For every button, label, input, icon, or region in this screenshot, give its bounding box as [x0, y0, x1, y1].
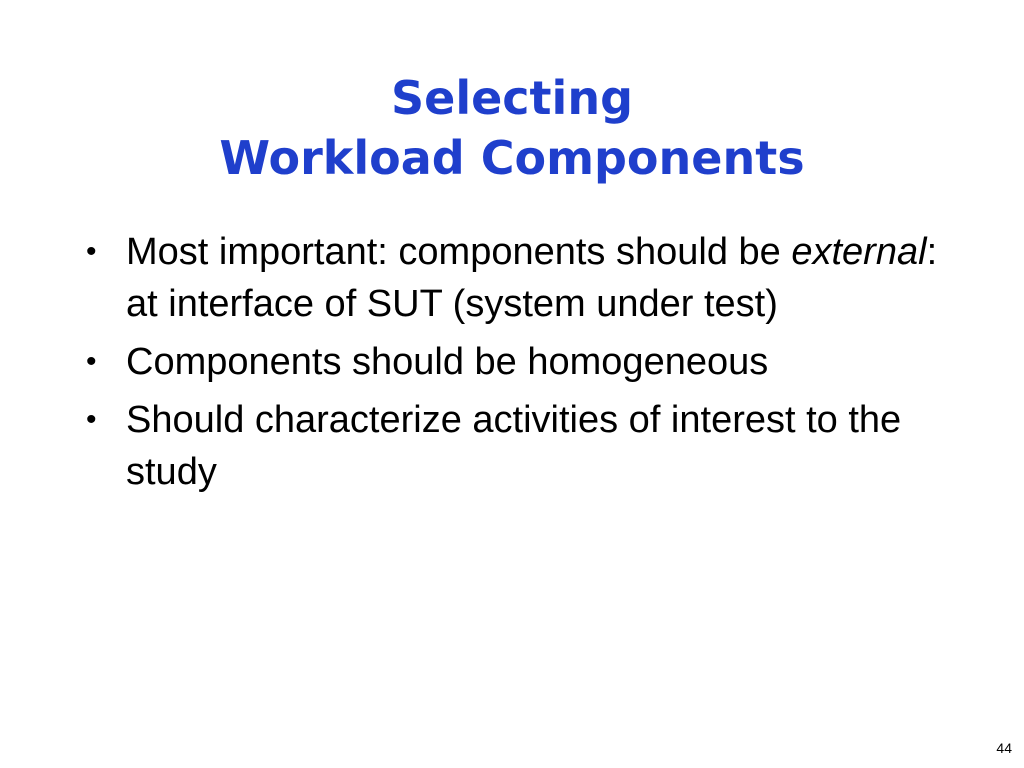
- bullet-3-text: Should characterize activities of interest to the study: [126, 399, 902, 493]
- bullet-icon: •: [86, 403, 97, 436]
- page-number: 44: [996, 740, 1012, 756]
- bullet-icon: •: [86, 345, 97, 378]
- bullet-2-text: Components should be homogeneous: [126, 341, 769, 383]
- title-line-1: Selecting: [391, 71, 633, 125]
- bullet-icon: •: [86, 235, 97, 268]
- bullet-item-3: [86, 394, 966, 498]
- bullet-1-text-after: : at interface of SUT (system under test): [126, 231, 938, 325]
- title-line-2: Workload Components: [219, 131, 805, 185]
- bullet-1-text-before: Most important: components should be: [126, 231, 781, 273]
- bullet-1-emphasized: external: [791, 231, 927, 273]
- bullet-item-2: [86, 336, 966, 388]
- slide-title: [0, 68, 1024, 188]
- bullet-item-1: [86, 226, 966, 330]
- bullet-list: [86, 226, 966, 504]
